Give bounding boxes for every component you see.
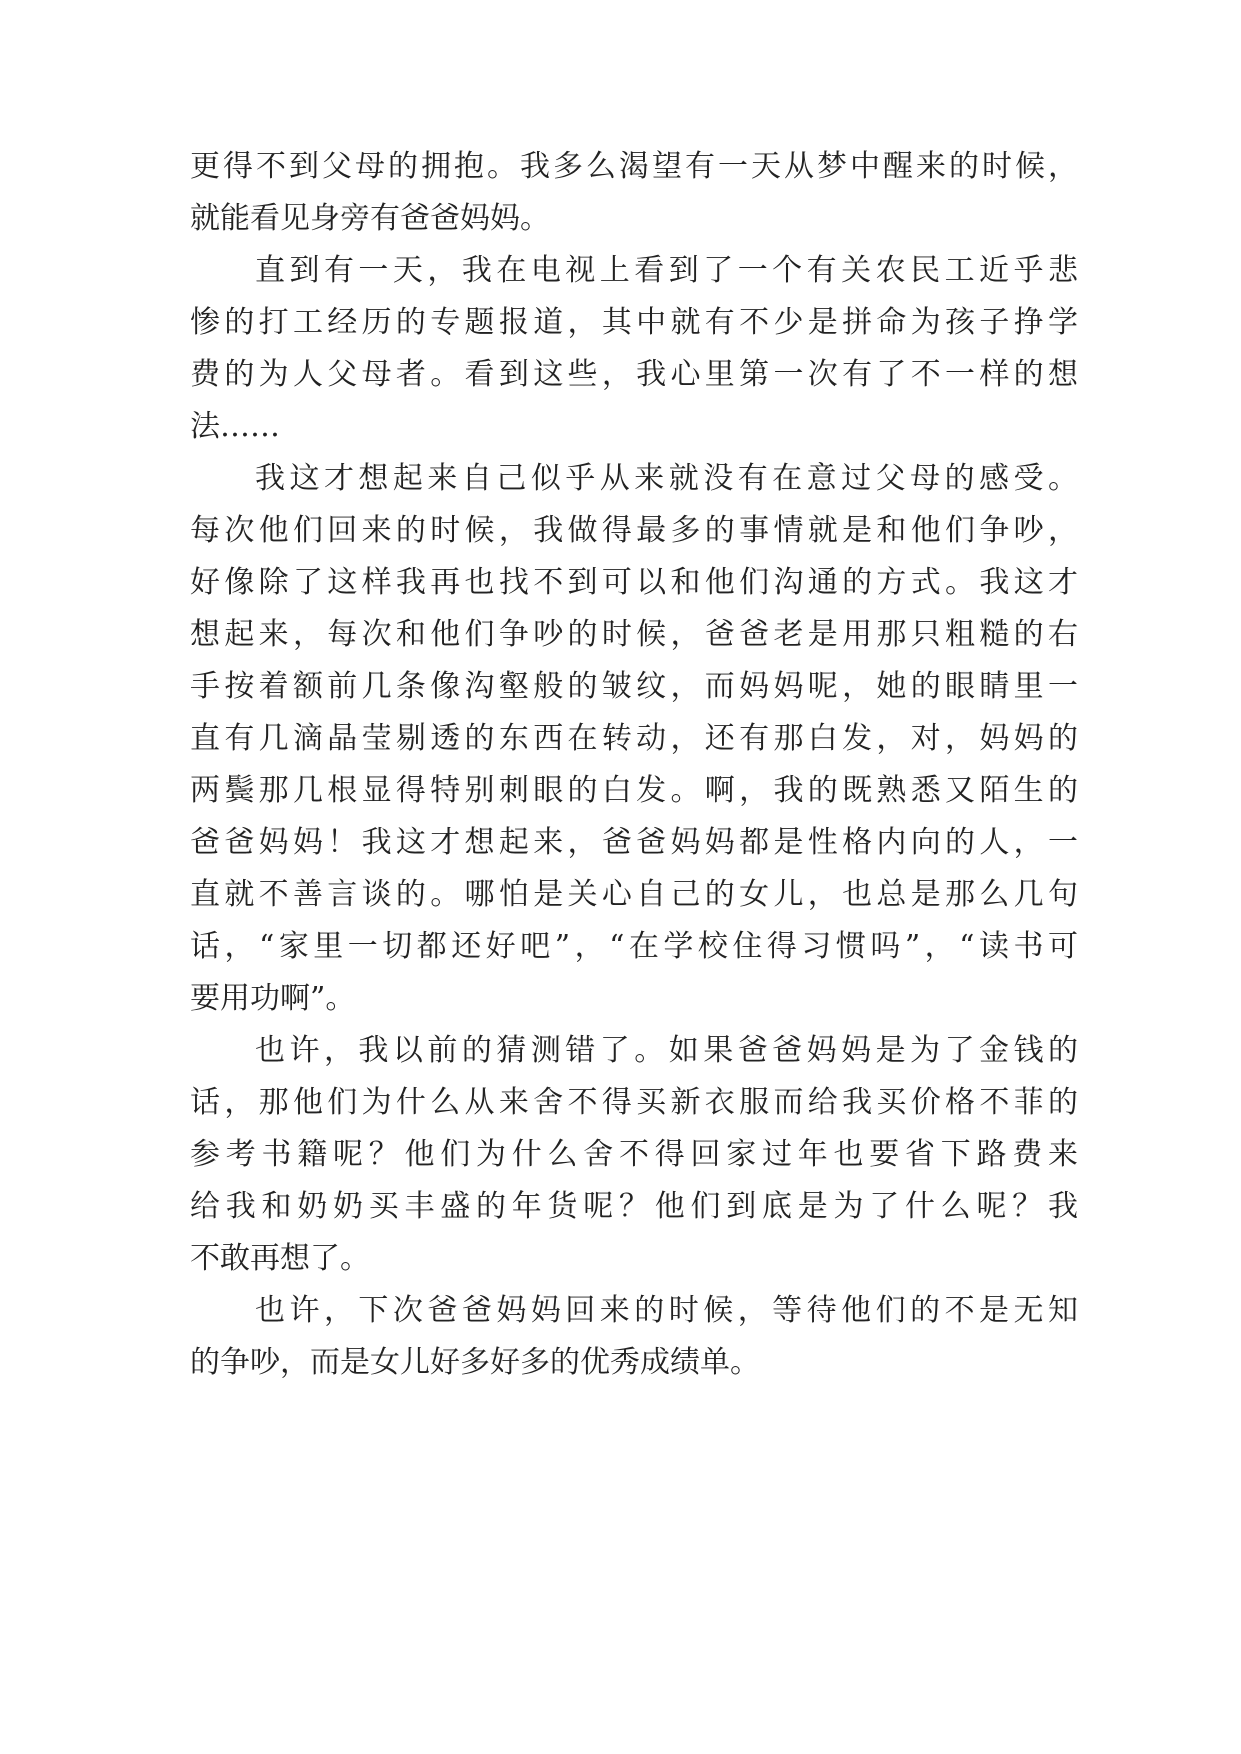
text-line: 爸爸妈妈！我这才想起来，爸爸妈妈都是性格内向的人，一 bbox=[190, 825, 1078, 860]
text-line: 参考书籍呢？他们为什么舍不得回家过年也要省下路费来 bbox=[190, 1137, 1078, 1172]
text-line: 手按着额前几条像沟壑般的皱纹，而妈妈呢，她的眼睛里一 bbox=[190, 669, 1078, 704]
text-line: 就能看见身旁有爸爸妈妈。 bbox=[190, 201, 550, 236]
text-line: 不敢再想了。 bbox=[190, 1241, 370, 1276]
text-line: 法…… bbox=[190, 409, 280, 444]
text-line: 话，那他们为什么从来舍不得买新衣服而给我买价格不菲的 bbox=[190, 1085, 1078, 1120]
text-line: 话，“家里一切都还好吧”，“在学校住得习惯吗”，“读书可 bbox=[190, 929, 1078, 964]
text-line: 两鬓那几根显得特别刺眼的白发。啊，我的既熟悉又陌生的 bbox=[190, 773, 1078, 808]
text-line: 直有几滴晶莹剔透的东西在转动，还有那白发，对，妈妈的 bbox=[190, 721, 1078, 756]
text-line: 每次他们回来的时候，我做得最多的事情就是和他们争吵， bbox=[190, 513, 1078, 548]
paragraph-first-line: 我这才想起来自己似乎从来就没有在意过父母的感受。 bbox=[255, 461, 1078, 496]
paragraph-first-line: 也许，我以前的猜测错了。如果爸爸妈妈是为了金钱的 bbox=[255, 1033, 1078, 1068]
text-line: 惨的打工经历的专题报道，其中就有不少是拼命为孩子挣学 bbox=[190, 305, 1078, 340]
text-line: 给我和奶奶买丰盛的年货呢？他们到底是为了什么呢？我 bbox=[190, 1189, 1078, 1224]
paragraph-first-line: 也许，下次爸爸妈妈回来的时候，等待他们的不是无知 bbox=[255, 1293, 1078, 1328]
text-line: 的争吵，而是女儿好多好多的优秀成绩单。 bbox=[190, 1345, 760, 1380]
text-line: 费的为人父母者。看到这些，我心里第一次有了不一样的想 bbox=[190, 357, 1078, 392]
text-line: 更得不到父母的拥抱。我多么渴望有一天从梦中醒来的时候， bbox=[190, 149, 1078, 184]
text-line: 要用功啊”。 bbox=[190, 981, 356, 1016]
text-line: 想起来，每次和他们争吵的时候，爸爸老是用那只粗糙的右 bbox=[190, 617, 1078, 652]
text-line: 直就不善言谈的。哪怕是关心自己的女儿，也总是那么几句 bbox=[190, 877, 1078, 912]
text-line: 好像除了这样我再也找不到可以和他们沟通的方式。我这才 bbox=[190, 565, 1078, 600]
paragraph-first-line: 直到有一天，我在电视上看到了一个有关农民工近乎悲 bbox=[255, 253, 1078, 288]
